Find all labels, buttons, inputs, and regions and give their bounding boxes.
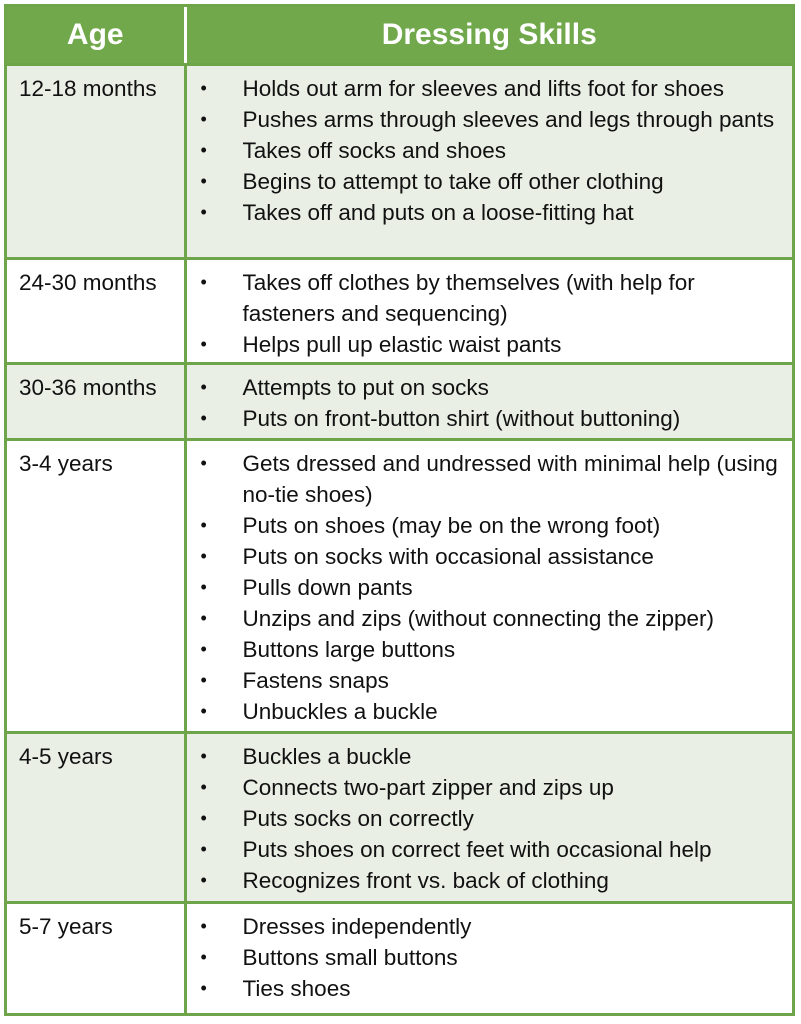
skill-text: Fastens snaps: [242, 668, 389, 693]
bullet-icon: •: [200, 947, 207, 967]
skill-text: Holds out arm for sleeves and lifts foot for shoes: [242, 76, 724, 101]
skill-text: Helps pull up elastic waist pants: [242, 332, 562, 357]
table-body: [7, 65, 792, 1014]
bullet-icon: •: [200, 746, 207, 766]
skill-list: [187, 267, 783, 360]
skill-text: Attempts to put on socks: [242, 375, 489, 400]
bullet-icon: •: [200, 670, 207, 690]
list-item: [187, 135, 783, 166]
skill-list: [187, 448, 783, 727]
skill-text: Takes off clothes by themselves (with help for fasteners and sequencing): [242, 270, 695, 326]
list-item: [187, 911, 783, 942]
age-cell: 5-7 years: [7, 903, 185, 1014]
skill-text: Takes off socks and shoes: [242, 138, 506, 163]
skills-cell: [185, 364, 792, 440]
bullet-icon: •: [200, 808, 207, 828]
skill-list: [187, 741, 783, 896]
table-row: [7, 259, 792, 364]
header-row: [7, 7, 792, 65]
skill-text: Buttons large buttons: [242, 637, 456, 662]
list-item: [187, 603, 783, 634]
table-row: [7, 440, 792, 733]
list-item: [187, 696, 783, 727]
bullet-icon: •: [200, 978, 207, 998]
skill-text: Ties shoes: [242, 976, 351, 1001]
bullet-icon: •: [200, 916, 207, 936]
list-item: [187, 634, 783, 665]
bullet-icon: •: [200, 577, 207, 597]
list-item: [187, 973, 783, 1004]
list-item: [187, 73, 783, 104]
skill-list: [187, 73, 783, 228]
list-item: [187, 510, 783, 541]
table-row: [7, 733, 792, 903]
bullet-icon: •: [200, 546, 207, 566]
table-row: [7, 65, 792, 259]
list-item: [187, 541, 783, 572]
skill-text: Puts socks on correctly: [242, 806, 474, 831]
dressing-skills-table-container: [4, 4, 795, 1016]
bullet-icon: •: [200, 272, 207, 292]
skills-cell: [185, 733, 792, 903]
list-item: [187, 803, 783, 834]
list-item: [187, 772, 783, 803]
age-cell: 4-5 years: [7, 733, 185, 903]
bullet-icon: •: [200, 408, 207, 428]
list-item: [187, 329, 783, 360]
list-item: [187, 267, 783, 329]
skill-text: Puts shoes on correct feet with occasional help: [242, 837, 712, 862]
age-cell: 3-4 years: [7, 440, 185, 733]
list-item: [187, 197, 783, 228]
list-item: [187, 834, 783, 865]
list-item: [187, 104, 783, 135]
table-row: [7, 364, 792, 440]
bullet-icon: •: [200, 639, 207, 659]
skill-text: Dresses independently: [242, 914, 472, 939]
bullet-icon: •: [200, 839, 207, 859]
list-item: [187, 572, 783, 603]
skill-text: Begins to attempt to take off other clothing: [242, 169, 664, 194]
bullet-icon: •: [200, 140, 207, 160]
skill-text: Gets dressed and undressed with minimal help (using no-tie shoes): [242, 451, 778, 507]
list-item: [187, 372, 783, 403]
skill-text: Buckles a buckle: [242, 744, 412, 769]
bullet-icon: •: [200, 701, 207, 721]
skill-text: Puts on shoes (may be on the wrong foot): [242, 513, 661, 538]
skill-text: Puts on socks with occasional assistance: [242, 544, 654, 569]
list-item: [187, 665, 783, 696]
skill-text: Pushes arms through sleeves and legs through pants: [242, 107, 775, 132]
bullet-icon: •: [200, 109, 207, 129]
skill-text: Connects two-part zipper and zips up: [242, 775, 614, 800]
skill-text: Puts on front-button shirt (without buttoning): [242, 406, 681, 431]
bullet-icon: •: [200, 515, 207, 535]
bullet-icon: •: [200, 377, 207, 397]
list-item: [187, 448, 783, 510]
bullet-icon: •: [200, 608, 207, 628]
bullet-icon: •: [200, 78, 207, 98]
skill-text: Unbuckles a buckle: [242, 699, 438, 724]
skill-text: Pulls down pants: [242, 575, 413, 600]
list-item: [187, 865, 783, 896]
skills-cell: [185, 259, 792, 364]
list-item: [187, 166, 783, 197]
skill-text: Buttons small buttons: [242, 945, 458, 970]
age-cell: 24-30 months: [7, 259, 185, 364]
skills-cell: [185, 903, 792, 1014]
skills-column-header: Dressing Skills: [185, 7, 792, 65]
age-column-header: Age: [7, 7, 185, 65]
bullet-icon: •: [200, 870, 207, 890]
bullet-icon: •: [200, 202, 207, 222]
skill-text: Unzips and zips (without connecting the zipper): [242, 606, 715, 631]
table-row: [7, 903, 792, 1014]
skill-text: Recognizes front vs. back of clothing: [242, 868, 609, 893]
bullet-icon: •: [200, 777, 207, 797]
skills-cell: [185, 440, 792, 733]
skill-text: Takes off and puts on a loose-fitting hat: [242, 200, 634, 225]
skills-cell: [185, 65, 792, 259]
bullet-icon: •: [200, 171, 207, 191]
bullet-icon: •: [200, 453, 207, 473]
skill-list: [187, 911, 783, 1004]
bullet-icon: •: [200, 334, 207, 354]
age-cell: 12-18 months: [7, 65, 185, 259]
dressing-skills-table: [7, 7, 792, 1013]
skill-list: [187, 372, 783, 434]
age-cell: 30-36 months: [7, 364, 185, 440]
list-item: [187, 741, 783, 772]
list-item: [187, 403, 783, 434]
list-item: [187, 942, 783, 973]
